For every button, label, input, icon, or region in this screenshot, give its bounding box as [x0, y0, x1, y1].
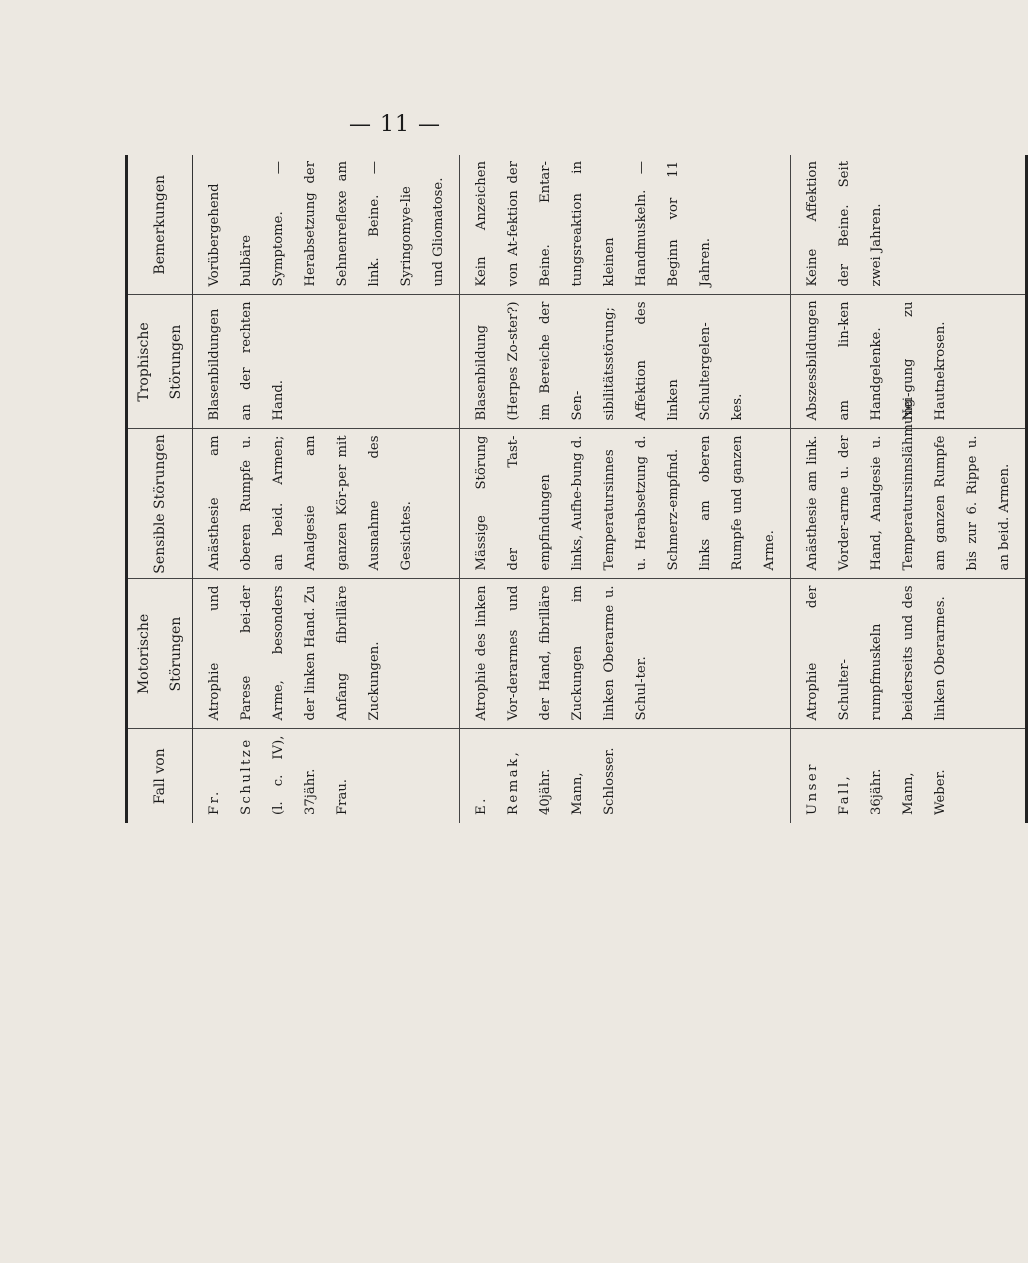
- cell-motor: Atrophie des linken Vor-derarmes und der Hand, fibrilläre Zuckungen im linken Oberarme u. Schul-ter.: [460, 579, 791, 729]
- cell-case: [193, 729, 460, 823]
- cell-sensory: Mässige Störung der Tast-empfindungen links, Aufhe-bung d. Temperatursinnes u. Herabsetzung d. Schmerz-empfind. links am oberen Rumpfe und ganzen Arme.: [460, 429, 791, 579]
- cell-case: [460, 729, 791, 823]
- cell-sensory: Anästhesie am link. Vorder-arme u. der Hand, Analgesie u. Temperatursinnslähmung am ganzen Rumpfe bis zur 6. Rippe u. an beid. Armen.: [791, 429, 1027, 579]
- cell-remarks: Keine Affektion der Beine. Seit zwei Jahren.: [791, 155, 1027, 295]
- cell-case: [791, 729, 1027, 823]
- case-details: 40jähr. Mann, Schlosser.: [538, 747, 617, 815]
- table-header-row: [127, 155, 193, 823]
- case-details: (l. c. IV), 37jähr. Frau.: [271, 735, 350, 815]
- cell-remarks: Vorübergehend bulbäre Symptome. — Herabsetzung der Sehnenreflexe am link. Beine. — Syringomye-lie und Gliomatose.: [193, 155, 460, 295]
- table-row: [460, 155, 791, 823]
- case-comparison-table: [125, 155, 1028, 823]
- cell-trophic: Blasenbildung (Herpes Zo-ster?) im Bereiche der Sen-sibilitätsstörung; Affektion des linken Schultergelen-kes.: [460, 295, 791, 429]
- header-trophic: Trophische Störungen: [127, 295, 193, 429]
- header-remarks: Bemerkungen: [127, 155, 193, 295]
- rotated-case-table: [125, 155, 1012, 823]
- page-number: — 11 —: [349, 112, 441, 137]
- cell-motor: Atrophie und Parese bei-der Arme, besonders der linken Hand. Zu Anfang fibrilläre Zuckungen.: [193, 579, 460, 729]
- header-case: Fall von: [127, 729, 193, 823]
- table-row: [791, 155, 1027, 823]
- case-name: Unser Fall,: [805, 762, 852, 815]
- header-motor: Motorische Störungen: [127, 579, 193, 729]
- cell-trophic: Abszessbildungen am lin-ken Handgelenke. Nei-gung zu Hautnekrosen.: [791, 295, 1027, 429]
- cell-remarks: Kein Anzeichen von At-fektion der Beine. Entar-tungsreaktion in kleinen Handmuskeln. — Beginn vor 11 Jahren.: [460, 155, 791, 295]
- cell-sensory: Anästhesie am oberen Rumpfe u. an beid. Armen; Analgesie am ganzen Kör-per mit Ausnahme des Gesichtes.: [193, 429, 460, 579]
- cell-motor: Atrophie der Schulter-rumpfmuskeln beiderseits und des linken Oberarmes.: [791, 579, 1027, 729]
- case-name: Fr. Schultze: [207, 737, 254, 815]
- case-details: 36jähr. Mann, Weber.: [869, 768, 948, 815]
- header-sensory: Sensible Störungen: [127, 429, 193, 579]
- cell-trophic: Blasenbildungen an der rechten Hand.: [193, 295, 460, 429]
- case-name: E. Remak,: [474, 749, 521, 815]
- table-row: [193, 155, 460, 823]
